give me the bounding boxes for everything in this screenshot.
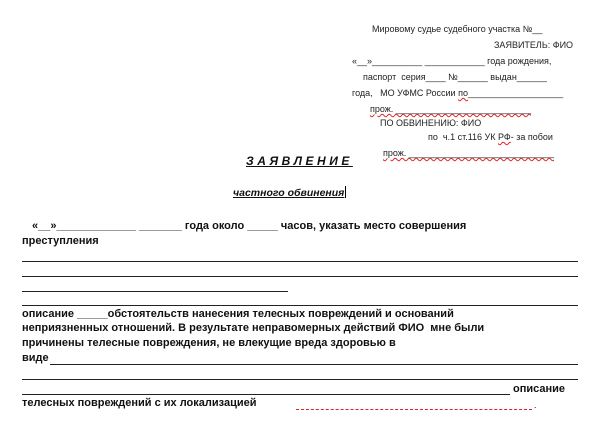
header-recipient: Мировому судье судебного участка №__ (372, 24, 543, 34)
blank-line (50, 364, 578, 365)
p1-line2: преступления (22, 235, 99, 247)
header-accused-address-text: прож. _____________________________ (383, 148, 554, 158)
p1-line1: «__»_____________ _______ года около _____ часов, указать место совершения (32, 220, 467, 232)
p2-line4: виде (22, 352, 49, 364)
document-subtitle (233, 186, 433, 199)
header-issued-by-po: по (458, 88, 468, 98)
header-article (428, 132, 600, 143)
document-subtitle-text: частного обвинения (233, 187, 345, 199)
p2-line2: неприязненных отношений. В результате неправомерных действий ФИО мне были (22, 322, 485, 334)
header-article-post: - за побои (510, 132, 553, 142)
header-accused-label: ПО ОБВИНЕНИЮ: ФИО (380, 118, 482, 128)
p2-line1-a: описание _____ (22, 308, 108, 320)
blank-line (22, 305, 578, 306)
text-cursor (345, 186, 346, 198)
blank-line (22, 291, 288, 292)
p3-line1: описание (513, 383, 566, 395)
header-birth-date: «__»__________ ____________ года рождения, (352, 56, 552, 66)
spellcheck-underline (296, 409, 532, 410)
paragraph-mark-icon: . (534, 400, 537, 410)
header-article-text: по ч.1 ст.116 УК (428, 132, 499, 142)
header-address-text: прож. ___________________________ (370, 104, 531, 114)
header-applicant-label: ЗАЯВИТЕЛЬ: ФИО (494, 40, 574, 50)
document-title: ЗАЯВЛЕНИЕ (246, 154, 353, 168)
header-passport: паспорт серия____ №______ выдан______ (363, 72, 547, 82)
blank-line (22, 261, 578, 262)
p3-line2: телесных повреждений с их локализацией (22, 397, 257, 409)
blank-line (22, 276, 578, 277)
header-address (370, 104, 600, 115)
blank-line (22, 379, 578, 380)
p2-line1 (22, 307, 582, 321)
header-article-rf: РФ (498, 132, 511, 142)
header-issued-by-text: года, МО УФМС России (352, 88, 459, 98)
p2-line3: причинены телесные повреждения, не влекущие вреда здоровью в (22, 337, 396, 349)
header-issued-by (352, 88, 600, 99)
blank-line (22, 394, 510, 395)
header-issued-by-fill: ___________________ (467, 88, 564, 98)
p2-line1-b: обстоятельств нанесения телесных повреждений и оснований (107, 308, 454, 320)
